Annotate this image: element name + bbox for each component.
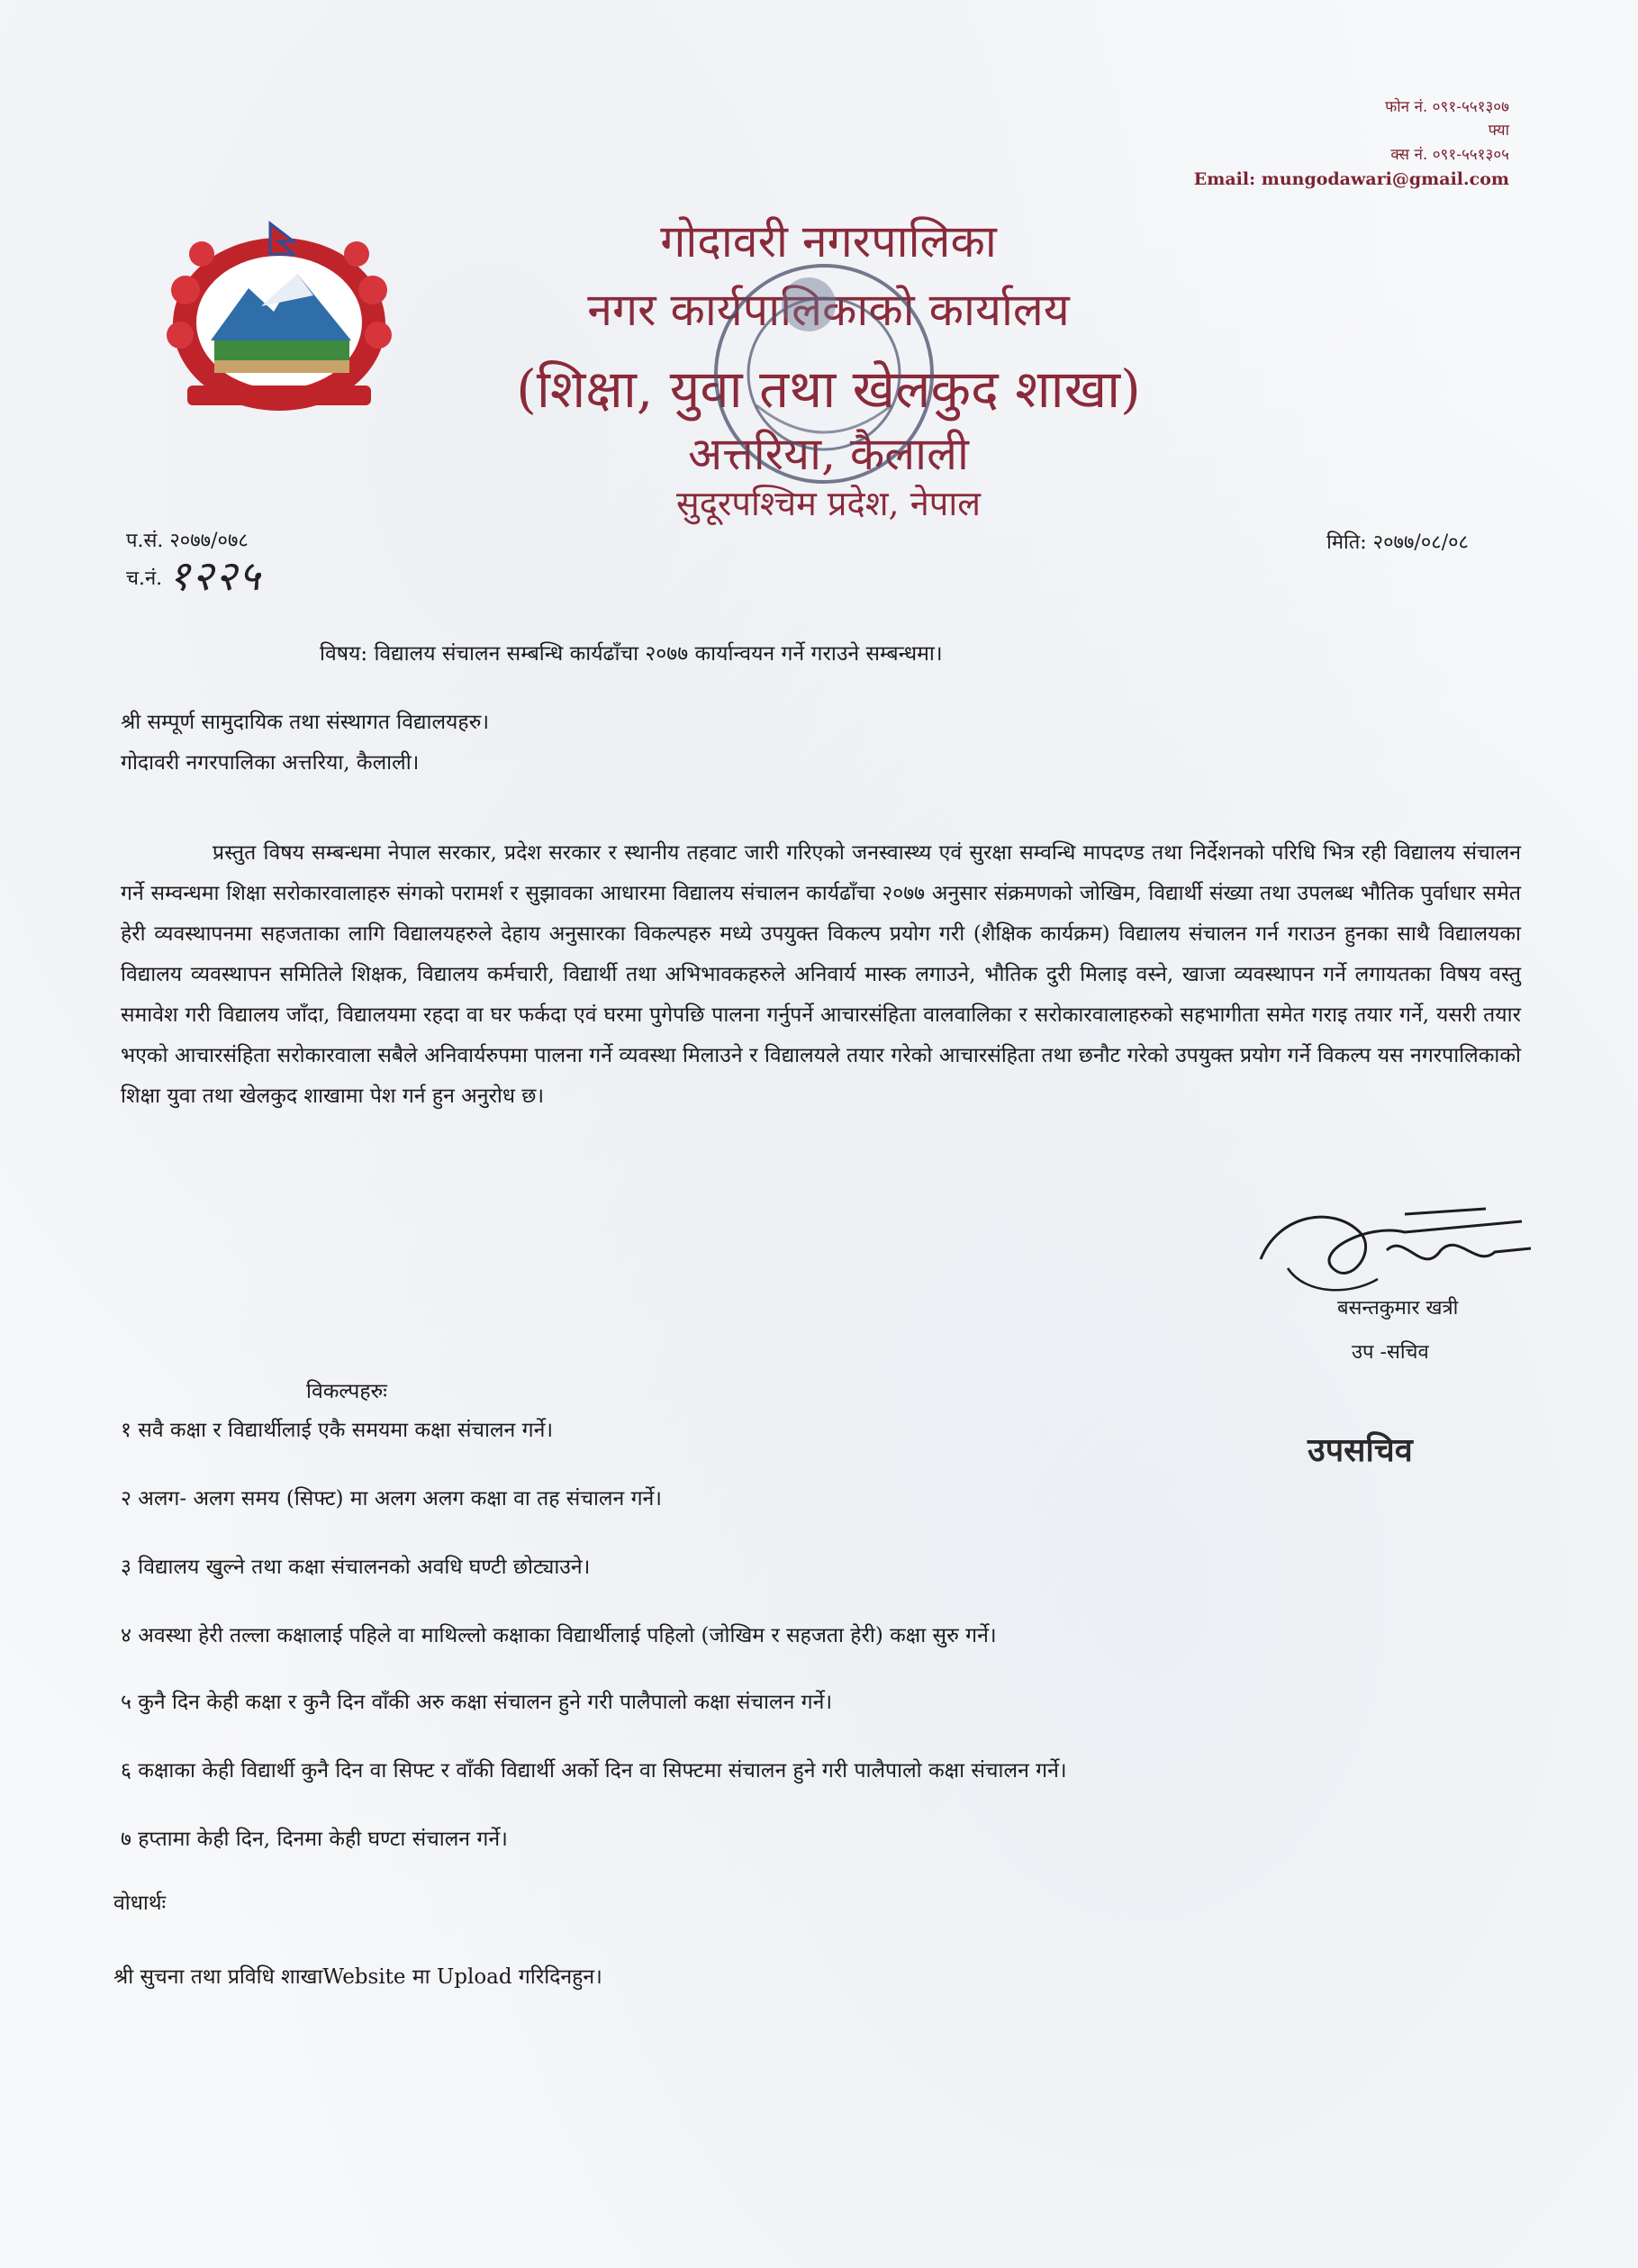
recipient-line-2: गोदावरी नगरपालिका अत्तरिया, कैलाली। — [121, 751, 420, 775]
option-item: ७ हप्तामा केही दिन, दिनमा केही घण्टा संचालन गर्ने। — [121, 1828, 508, 1851]
option-item: १ सवै कक्षा र विद्यार्थीलाई एकै समयमा कक्षा संचालन गर्ने। — [121, 1419, 554, 1442]
municipality-name: गोदावरी नगरपालिका — [660, 215, 997, 268]
nepal-emblem-icon — [162, 218, 396, 416]
handwritten-signature — [1252, 1196, 1540, 1304]
dispatch-number-handwritten: १२२५ — [168, 551, 262, 600]
contact-block — [1194, 95, 1509, 193]
subject-line: विषय: विद्यालय संचालन सम्बन्धि कार्यढाँचा २०७७ कार्यान्वयन गर्ने गराउने सम्बन्धमा। — [320, 642, 943, 666]
option-item: २ अलग- अलग समय (सिफ्ट) मा अलग अलग कक्षा वा तह संचालन गर्ने। — [121, 1487, 663, 1510]
option-item: ६ कक्षाका केही विद्यार्थी कुनै दिन वा सिफ्ट र वाँकी विद्यार्थी अर्को दिन वा सिफ्टमा संचालन हुने गरी पालैपालो कक्षा संचालन गर्ने। — [121, 1759, 1067, 1783]
province-country: सुदूरपश्चिम प्रदेश, नेपाल — [676, 484, 981, 523]
recipient-line-1: श्री सम्पूर्ण सामुदायिक तथा संस्थागत विद्यालयहरु। — [121, 711, 490, 734]
signatory-name: बसन्तकुमार खत्री — [1337, 1297, 1459, 1320]
cc-title: वोधार्थः — [113, 1892, 167, 1915]
body-paragraph: प्रस्तुत विषय सम्बन्धमा नेपाल सरकार, प्रदेश सरकार र स्थानीय तहवाट जारी गरिएको जनस्वास्थ्य एवं सुरक्षा सम्वन्धि मापदण्ड तथा निर्देशनको परिधि भित्र रही विद्यालय संचालन गर्ने सम्वन्धमा शिक्षा सरोकारवालाहरु संगको परामर्श र सुझावका आधारमा विद्यालय संचालन कार्यढाँचा २०७७ अनुसार संक्रमणको जोखिम, विद्यार्थी संख्या तथा उपलब्ध भौतिक पुर्वाधार समेत हेरी व्यवस्थापनमा सहजताका लागि विद्यालयहरुले देहाय अनुसारका विकल्पहरु मध्ये उपयुक्त विकल्प प्रयोग गरी (शैक्षिक कार्यक्रम) विद्यालय संचालन गर्न गराउन हुनका साथै विद्यालयका विद्यालय व्यवस्थापन समितिले शिक्षक, विद्यालय कर्मचारी, विद्यार्थी तथा अभिभावकहरुले अनिवार्य मास्क लगाउने, भौतिक दुरी मिलाइ वस्ने, खाजा व्यवस्थापन गर्ने लगायतका विषय वस्तु समावेश गरी विद्यालय जाँदा, विद्यालयमा रहदा वा घर फर्कदा एवं घरमा पुगेपछि पालना गर्नुपर्ने आचारसंहिता वालवालिका र सरोकारवालाहरुको सहभागीता समेत गराइ तयार गर्ने, यसरी तयार भएको आचारसंहिता सरोकारवाला सबैले अनिवार्यरुपमा पालना गर्ने व्यवस्था मिलाउने र विद्यालयले तयार गरेको आचारसंहिता तथा छनौट गरेको उपयुक्त प्रयोग गर्ने विकल्प यस नगरपालिकाको शिक्षा युवा तथा खेलकुद शाखामा पेश गर्न हुन अनुरोध छ। — [121, 841, 1521, 1108]
option-item: ४ अवस्था हेरी तल्ला कक्षालाई पहिले वा माथिल्लो कक्षाका विद्यार्थीलाई पहिलो (जोखिम र सहजता हेरी) कक्षा सुरु गर्ने। — [121, 1624, 997, 1647]
designation-stamp: उपसचिव — [1308, 1432, 1413, 1469]
phone-number: फोन नं. ०९१-५५१३०७ — [1385, 98, 1509, 116]
option-item: ५ कुनै दिन केही कक्षा र कुनै दिन वाँकी अरु कक्षा संचालन हुने गरी पालैपालो कक्षा संचालन गर्ने। — [121, 1691, 833, 1714]
fax-label: फ्या — [1488, 122, 1509, 141]
options-title: विकल्पहरुः — [306, 1380, 387, 1403]
signatory-title: उप -सचिव — [1352, 1341, 1429, 1364]
reference-block — [126, 524, 262, 600]
office-name: नगर कार्यपालिकाको कार्यालय — [587, 284, 1070, 336]
email-address: Email: mungodawari@gmail.com — [1193, 169, 1509, 190]
office-location: अत्तरिया, कैलाली — [688, 428, 969, 480]
dispatch-label: च.नं. — [126, 567, 163, 590]
office-seal-stamp — [702, 252, 946, 495]
cc-line: श्री सुचना तथा प्रविधि शाखाWebsite मा Upload गरिदिनहुन। — [113, 1965, 602, 1989]
fax-number: क्स नं. ०९१-५५१३०५ — [1390, 145, 1509, 164]
option-item: ३ विद्यालय खुल्ने तथा कक्षा संचालनको अवधि घण्टी छोट्याउने। — [121, 1556, 591, 1579]
letter-date: मिति: २०७७/०८/०८ — [1326, 531, 1469, 554]
section-name: (शिक्षा, युवा तथा खेलकुद शाखा) — [516, 358, 1141, 420]
recipient-block — [121, 703, 489, 784]
letter-number: प.सं. २०७७/०७८ — [126, 530, 249, 552]
